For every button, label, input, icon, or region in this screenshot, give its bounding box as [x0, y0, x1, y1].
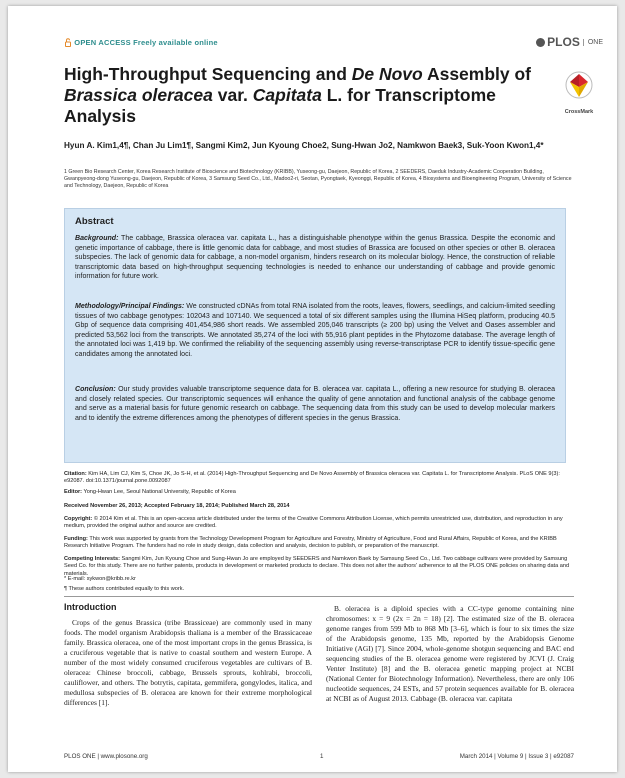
intro-right-column: B. oleracea is a diploid species with a CC-type genome containing nine chromosomes: x = 9 (2x = 2n = 18) [2]. The estimated size of the B. oleracea genome ranges from 599 Mb to 868 Mb [3–6], which is four to six times the size of the Arabidopsis genome, 135 Mb, reported by the Arabidopsis Genome Initiative (AGI) [7]. Since 2004, whole-genome shotgun sequencing and BAC end sequencing studies of the B. oleracea genome were registered by JCVI (J. Craig Venter Institute) [8] and the B. oleracea genetic mapping project at NCBI (National Center for Biotechnology Information). Nevertheless, there are only 106 nucleotide sequences, 24 ESTs, and 57 protein sequences available for B. oleracea at NCBI as of August 2013. Cabbage (B. oleracea var. capitata: [326, 604, 574, 703]
paper-page: [8, 6, 617, 772]
open-access-text: OPEN ACCESS Freely available online: [74, 38, 218, 47]
competing-interests: Competing Interests: Sangmi Kim, Jun Kyoung Choe and Sung-Hwan Jo are employed by SEEDERS and Namkwon Baek by Samsung Seed Co., Ltd. Two cabbage cultivars were provided by Samsung Seed Co. for this study. There are no further patents, products in development or marketed products to declare. This does not alter the authors' adherence to all the PLOS ONE policies on sharing data and materials.: [64, 556, 570, 577]
journal-suffix: ONE: [583, 39, 603, 46]
affiliations: 1 Green Bio Research Center, Korea Research Institute of Bioscience and Biotechnology (KRIBB), Yuseong-gu, Daejeon, Republic of Korea, 2 SEEDERS, Daeduk Industry-Academic Cooperation Building, Gwanpyeong-dong Yuseong-gu, Daejeon, Republic of Korea, 3 Samsung Seed Co., Ltd., Madoo2-ri, Seotan, Pyongtaek, Kyeonggi, Republic of Korea, 4 Biosystems and Bioengineering Program, University of Science and Technology, Daejeon, Republic of Korea: [64, 169, 572, 190]
abstract-methods: Methodology/Principal Findings: We constructed cDNAs from total RNA isolated from the roots, leaves, flowers, seedlings, and calcium-limited seedling tissues of two cabbage genotypes: 102043 and 107140. We sequenced a total of six different samples using the Illumina HiSeq platform, producing 40.5 Gbp of sequence data comprising 401,454,986 short reads. We assembled 205,046 transcripts (≥ 200 bp) using the Velvet and Oases assembler and predicted 53,562 loci from the transcripts. We annotated 35,274 of the loci with 55,916 plant peptides in the Phytozome database. The average length of the annotated loci was 1,419 bp. We confirmed the reliability of the sequencing assembly using reverse-transcriptase PCR to identify tissue-specific gene candidates among the annotated loci.: [75, 303, 556, 358]
journal-name: PLOS: [547, 35, 580, 49]
abstract-box: [64, 208, 566, 463]
journal-header: [64, 36, 603, 52]
divider: [64, 596, 574, 597]
equal-contribution: ¶ These authors contributed equally to this work.: [64, 586, 185, 592]
crossmark-badge[interactable]: [559, 70, 599, 115]
author-list: Hyun A. Kim1,4¶, Chan Ju Lim1¶, Sangmi Kim2, Jun Kyoung Choe2, Sung-Hwan Jo2, Namkwon Baek3, Suk-Yoon Kwon1,4*: [64, 141, 544, 150]
page-number: 1: [320, 753, 324, 760]
plos-logo: [536, 35, 603, 49]
citation: Citation: Kim HA, Lim CJ, Kim S, Choe JK, Jo S-H, et al. (2014) High-Throughput Sequencing and De Novo Assembly of Brassica oleracea var. Capitata L. for Transcriptome Analysis. PLoS ONE 9(3): e92087. doi:10.1371/journal.pone.0092087: [64, 471, 560, 485]
footer-journal: PLOS ONE | www.plosone.org: [64, 753, 148, 760]
plos-dot-icon: [536, 38, 545, 47]
open-access-banner: [64, 38, 218, 47]
open-access-lock-icon: [65, 38, 71, 47]
introduction-heading: Introduction: [64, 602, 117, 612]
crossmark-icon: [564, 70, 594, 104]
abstract-background: Background: The cabbage, Brassica oleracea var. capitata L., has a distinguishable phenotype within the genus Brassica. Despite the economic and genetic importance of cabbage, there is little genomic data for cabbage, and most studies of Brassica are focused on other species or other B. oleracea subspecies. The lack of genomic data for cabbage, a non-model organism, hinders research on its molecular biology. Hence, the construction of reliable transcriptomic data based on high-throughput sequencing technologies is needed to enhance our understanding of cabbage and provide genomic information for future work.: [75, 235, 555, 281]
abstract-heading: Abstract: [75, 216, 114, 227]
abstract-conclusion: Conclusion: Our study provides valuable transcriptome sequence data for B. oleracea var. capitata L., offering a new resource for studying B. oleracea and closely related species. Our transcriptomic sequences will enhance the quality of gene annotation and functional analysis of the cabbage genome and serve as a material basis for future genomic research on cabbage. The sequencing data from this study can be used to develop molecular markers and to identify the extreme differences among the phenotypes of different species in the genus Brassica.: [75, 386, 555, 422]
email[interactable]: * E-mail: sykwon@kribb.re.kr: [64, 576, 136, 582]
footer-issue: March 2014 | Volume 9 | Issue 3 | e92087: [459, 753, 574, 760]
copyright: Copyright: © 2014 Kim et al. This is an open-access article distributed under the terms of the Creative Commons Attribution License, which permits unrestricted use, distribution, and reproduction in any medium, provided the original author and source are credited.: [64, 516, 563, 530]
editor: Editor: Yong-Hwan Lee, Seoul National University, Republic of Korea: [64, 489, 236, 495]
intro-left-column: Crops of the genus Brassica (tribe Brassiceae) are commonly used in many foods. The model organism Arabidopsis thaliana is a member of the Brassicaceae family. Brassica oleracea, one of the most important crops in the genus Brassica, is a cruciferous vegetable that is native to coastal southern and western Europe. A number of the most widely consumed cruciferous vegetables are cultivars of B. oleracea: Chinese broccoli, cabbage, Brussels sprouts, kohlrabi, broccoli, cauliflower, and others. The botrytis, capitata, gemmifera, gongylodes, italica, and medullosa subspecies of B. oleracea are known for their extreme morphological differences [1].: [64, 618, 312, 707]
crossmark-label: CrossMark: [564, 109, 594, 115]
article-title: High-Throughput Sequencing and De Novo Assembly of Brassica oleracea var. Capitata L. for Transcriptome Analysis: [64, 64, 532, 126]
funding: Funding: This work was supported by grants from the Technology Development Program for Agriculture and Forestry, Ministry of Agriculture, Food and Rural Affairs, Republic of Korea, and the KRIBB Research Initiative Program. The funders had no role in study design, data collection and analysis, decision to publish, or preparation of the manuscript.: [64, 536, 557, 550]
dates: Received November 26, 2013; Accepted February 18, 2014; Published March 28, 2014: [64, 503, 290, 509]
